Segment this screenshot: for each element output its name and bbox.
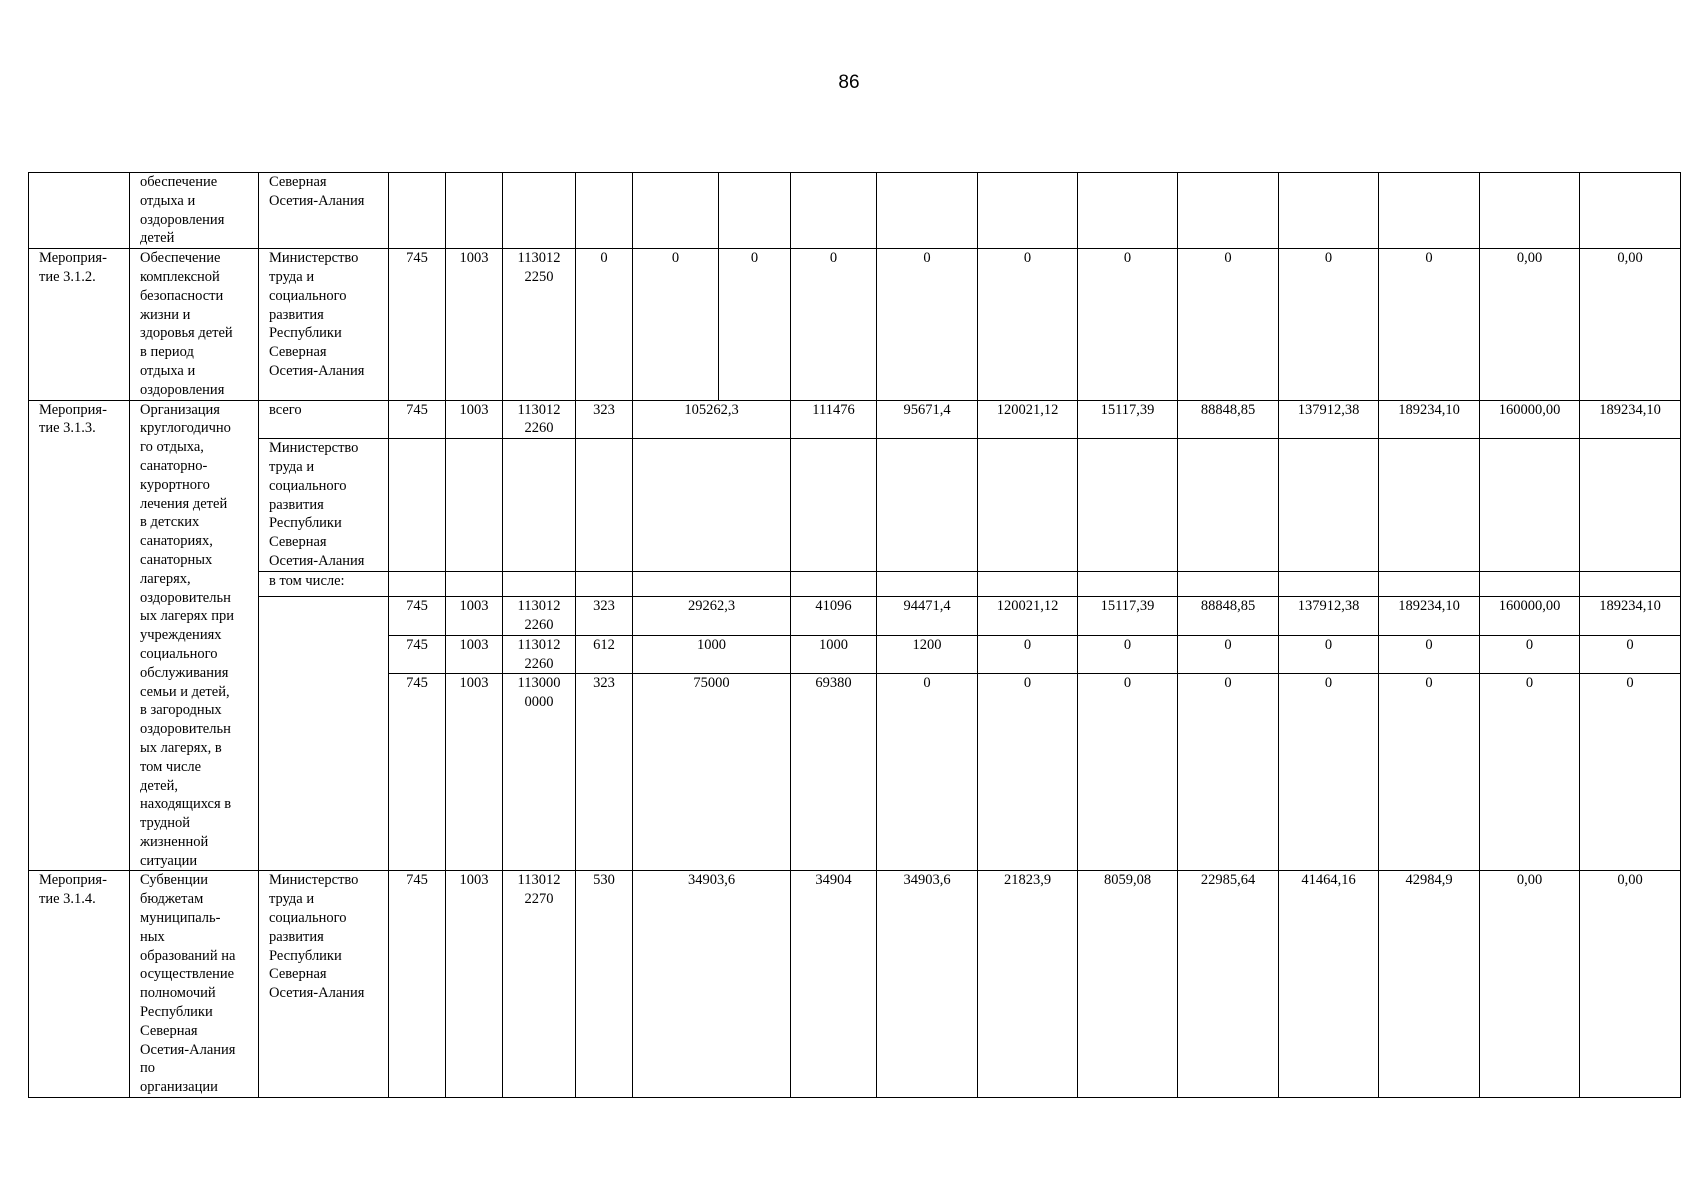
grbs-cell: 745 (389, 635, 446, 674)
cell-line: оздоровления (140, 381, 225, 398)
grbs-cell: 745 (389, 400, 446, 439)
cell-line: Мероприя- (39, 250, 107, 267)
value-cell (877, 571, 978, 596)
vr-cell: 323 (576, 596, 633, 635)
value-cell (1078, 439, 1178, 572)
cell-line: осуществление (140, 966, 235, 983)
cell-line: 113000 (517, 675, 561, 692)
grbs-cell (389, 571, 446, 596)
value-cell (1078, 571, 1178, 596)
value-cell (791, 173, 877, 249)
cell-line: учреждениях (140, 627, 222, 644)
grbs-cell: 745 (389, 249, 446, 400)
value-cell: 105262,3 (633, 400, 791, 439)
value-cell: 0,00 (1480, 871, 1580, 1098)
cell-line: развития (269, 496, 324, 513)
value-cell (1580, 571, 1681, 596)
value-cell (1379, 571, 1480, 596)
value-cell (1580, 439, 1681, 572)
value-cell: 137912,38 (1279, 400, 1379, 439)
vr-cell: 323 (576, 400, 633, 439)
value-cell: 34904 (791, 871, 877, 1098)
executor-cell (259, 439, 389, 572)
value-cell (978, 571, 1078, 596)
cell-line: санаторно- (140, 457, 208, 474)
cell-line: в детских (140, 514, 200, 531)
value-cell: 0 (978, 635, 1078, 674)
value-cell: 0 (1480, 635, 1580, 674)
executor-cell (259, 871, 389, 1098)
cell-line: ситуации (140, 852, 198, 869)
grbs-cell (389, 439, 446, 572)
event-name-cell (130, 871, 259, 1098)
value-cell: 88848,85 (1178, 596, 1279, 635)
value-cell: 111476 (791, 400, 877, 439)
value-cell: 34903,6 (633, 871, 791, 1098)
value-cell: 160000,00 (1480, 596, 1580, 635)
value-cell: 0 (1078, 674, 1178, 871)
cell-line: развития (269, 928, 324, 945)
value-cell: 189234,10 (1379, 596, 1480, 635)
vr-cell: 0 (576, 249, 633, 400)
cell-line: образований на (140, 947, 236, 964)
vr-cell: 612 (576, 635, 633, 674)
executor-cell (259, 596, 389, 871)
cell-line: жизненной (140, 833, 209, 850)
grbs-cell: 745 (389, 596, 446, 635)
cell-line: Республики (140, 1004, 213, 1021)
cell-line: жизни и (140, 306, 191, 323)
cell-line: 0000 (524, 694, 554, 711)
rzpr-cell: 1003 (446, 871, 503, 1098)
value-cell: 0,00 (1580, 249, 1681, 400)
value-cell: 137912,38 (1279, 596, 1379, 635)
value-cell (1178, 173, 1279, 249)
cell-line: ых лагерях, в (140, 739, 222, 756)
cell-line: санаториях, (140, 533, 213, 550)
cell-line: детей, (140, 777, 178, 794)
event-name-cell (130, 249, 259, 400)
value-cell: 0 (633, 249, 719, 400)
value-cell: 88848,85 (1178, 400, 1279, 439)
value-cell: 15117,39 (1078, 400, 1178, 439)
cell-line: Субвенции (140, 872, 208, 889)
csr-cell (503, 571, 576, 596)
cell-line: тие 3.1.4. (39, 891, 96, 908)
rzpr-cell (446, 571, 503, 596)
value-cell: 0 (1178, 674, 1279, 871)
value-cell: 0 (1379, 249, 1480, 400)
csr-cell (503, 173, 576, 249)
csr-cell (503, 439, 576, 572)
value-cell: 41464,16 (1279, 871, 1379, 1098)
executor-cell (259, 249, 389, 400)
value-cell (1580, 173, 1681, 249)
vr-cell: 323 (576, 674, 633, 871)
cell-line: Северная (269, 966, 327, 983)
value-cell (1480, 439, 1580, 572)
cell-line: Республики (269, 947, 342, 964)
row-label-cell (29, 871, 130, 1098)
value-cell (1480, 571, 1580, 596)
executor-cell (259, 173, 389, 249)
cell-line: Министерство (269, 250, 359, 267)
cell-line: Осетия-Алания (269, 985, 365, 1002)
cell-line: 2260 (524, 655, 554, 672)
cell-line: 2260 (524, 420, 554, 437)
value-cell: 95671,4 (877, 400, 978, 439)
value-cell: 29262,3 (633, 596, 791, 635)
value-cell (719, 173, 791, 249)
cell-line: обеспечение (140, 174, 218, 190)
cell-line: санаторных (140, 551, 213, 568)
cell-line: Осетия-Алания (269, 362, 365, 379)
value-cell (633, 571, 791, 596)
value-cell: 0 (877, 674, 978, 871)
value-cell: 75000 (633, 674, 791, 871)
value-cell: 120021,12 (978, 400, 1078, 439)
csr-cell (503, 674, 576, 871)
value-cell: 42984,9 (1379, 871, 1480, 1098)
csr-cell (503, 596, 576, 635)
value-cell: 34903,6 (877, 871, 978, 1098)
value-cell: 22985,64 (1178, 871, 1279, 1098)
value-cell: 41096 (791, 596, 877, 635)
cell-line: социального (140, 645, 218, 662)
cell-line: том числе (140, 758, 202, 775)
cell-line: безопасности (140, 287, 224, 304)
cell-line: полномочий (140, 985, 216, 1002)
cell-line: Республики (269, 325, 342, 342)
value-cell: 0 (1379, 674, 1480, 871)
value-cell: 8059,08 (1078, 871, 1178, 1098)
budget-table (28, 172, 1681, 1098)
cell-line: Организация (140, 401, 220, 418)
cell-line: отдыха и (140, 192, 196, 209)
value-cell: 15117,39 (1078, 596, 1178, 635)
cell-line: Северная (269, 174, 327, 190)
grbs-cell (389, 173, 446, 249)
cell-line: круглогодично (140, 420, 231, 437)
cell-line: оздоровления (140, 211, 225, 228)
value-cell: 0 (1279, 635, 1379, 674)
vr-cell (576, 571, 633, 596)
value-cell: 0 (1178, 635, 1279, 674)
rzpr-cell (446, 439, 503, 572)
csr-cell (503, 635, 576, 674)
value-cell: 0 (1480, 674, 1580, 871)
value-cell: 0 (1379, 635, 1480, 674)
cell-line: Осетия-Алания (269, 192, 365, 209)
page-number: 86 (838, 72, 860, 93)
value-cell (791, 571, 877, 596)
value-cell (877, 173, 978, 249)
vr-cell (576, 173, 633, 249)
value-cell: 0 (978, 249, 1078, 400)
value-cell: 0 (1279, 249, 1379, 400)
cell-line: Республики (269, 515, 342, 532)
value-cell (1379, 173, 1480, 249)
value-cell: 0 (1078, 635, 1178, 674)
value-cell: 0 (1078, 249, 1178, 400)
value-cell: 120021,12 (978, 596, 1078, 635)
value-cell (978, 439, 1078, 572)
cell-line: лечения детей (140, 495, 228, 512)
cell-line: тие 3.1.3. (39, 420, 96, 437)
value-cell: 189234,10 (1379, 400, 1480, 439)
rzpr-cell: 1003 (446, 400, 503, 439)
cell-line: Северная (140, 1022, 198, 1039)
table-row (29, 173, 1681, 249)
value-cell (633, 439, 791, 572)
cell-line: детей (140, 230, 175, 247)
cell-line: ных (140, 928, 165, 945)
cell-line: социального (269, 287, 347, 304)
vr-cell (576, 439, 633, 572)
csr-cell (503, 400, 576, 439)
table-row (29, 571, 1681, 596)
cell-line: оздоровительн (140, 721, 231, 738)
value-cell: 0,00 (1480, 249, 1580, 400)
cell-line: социального (269, 910, 347, 927)
value-cell: 189234,10 (1580, 400, 1681, 439)
cell-line: Осетия-Алания (269, 552, 365, 569)
value-cell (1178, 571, 1279, 596)
cell-line: оздоровительн (140, 589, 231, 606)
value-cell: 0 (978, 674, 1078, 871)
cell-line: находящихся в (140, 796, 232, 813)
value-cell: 0,00 (1580, 871, 1681, 1098)
cell-line: Северная (269, 534, 327, 551)
csr-cell (503, 871, 576, 1098)
cell-line: 113012 (517, 250, 561, 267)
cell-line: Министерство (269, 440, 359, 457)
value-cell: 0 (1178, 249, 1279, 400)
cell-line: здоровья детей (140, 325, 233, 342)
value-cell: 1000 (791, 635, 877, 674)
value-cell: 0 (1580, 674, 1681, 871)
table-row (29, 596, 1681, 635)
vr-cell: 530 (576, 871, 633, 1098)
grbs-cell: 745 (389, 674, 446, 871)
cell-line: 2270 (524, 891, 554, 908)
value-cell: 0 (719, 249, 791, 400)
rzpr-cell: 1003 (446, 596, 503, 635)
value-cell (1178, 439, 1279, 572)
cell-line: труда и (269, 891, 315, 908)
value-cell: 0 (877, 249, 978, 400)
cell-line: в загородных (140, 702, 222, 719)
cell-line: Мероприя- (39, 872, 107, 889)
value-cell (633, 173, 719, 249)
rzpr-cell: 1003 (446, 635, 503, 674)
cell-line: Осетия-Алания (140, 1041, 236, 1058)
cell-line: трудной (140, 815, 191, 832)
value-cell (791, 439, 877, 572)
table-row (29, 249, 1681, 400)
row-label-cell (29, 173, 130, 249)
row-label-cell (29, 400, 130, 871)
cell-line: труда и (269, 458, 315, 475)
cell-line: социального (269, 477, 347, 494)
cell-line: курортного (140, 476, 210, 493)
cell-line: комплексной (140, 268, 220, 285)
cell-line: труда и (269, 268, 315, 285)
event-name-cell (130, 400, 259, 871)
cell-line: Обеспечение (140, 250, 221, 267)
cell-line: лагерях, (140, 570, 191, 587)
cell-line: в период (140, 344, 194, 361)
cell-line: муниципаль- (140, 910, 221, 927)
value-cell (1078, 173, 1178, 249)
cell-line: бюджетам (140, 891, 204, 908)
cell-line: 113012 (517, 597, 561, 614)
cell-line: ых лагерях при (140, 608, 235, 625)
cell-line: 2260 (524, 616, 554, 633)
value-cell: 1000 (633, 635, 791, 674)
rzpr-cell: 1003 (446, 249, 503, 400)
including-label-cell: в том числе: (259, 571, 389, 596)
value-cell: 1200 (877, 635, 978, 674)
value-cell: 189234,10 (1580, 596, 1681, 635)
value-cell (1279, 173, 1379, 249)
value-cell: 160000,00 (1480, 400, 1580, 439)
table-row (29, 871, 1681, 1098)
value-cell (1279, 571, 1379, 596)
cell-line: развития (269, 306, 324, 323)
cell-line: организации (140, 1079, 218, 1096)
cell-line: 113012 (517, 401, 561, 418)
cell-line: по (140, 1060, 156, 1077)
value-cell (1279, 439, 1379, 572)
rzpr-cell: 1003 (446, 674, 503, 871)
cell-line: 113012 (517, 872, 561, 889)
cell-line: Северная (269, 344, 327, 361)
value-cell (1480, 173, 1580, 249)
cell-line: обслуживания (140, 664, 229, 681)
row-label-cell (29, 249, 130, 400)
value-cell (877, 439, 978, 572)
cell-line: го отдыха, (140, 439, 204, 456)
value-cell: 69380 (791, 674, 877, 871)
value-cell: 0 (791, 249, 877, 400)
value-cell (1379, 439, 1480, 572)
cell-line: Министерство (269, 872, 359, 889)
cell-line: тие 3.1.2. (39, 268, 96, 285)
grbs-cell: 745 (389, 871, 446, 1098)
table-row (29, 400, 1681, 439)
value-cell (978, 173, 1078, 249)
value-cell: 0 (1279, 674, 1379, 871)
cell-line: семьи и детей, (140, 683, 230, 700)
value-cell: 94471,4 (877, 596, 978, 635)
total-label-cell: всего (259, 400, 389, 439)
rzpr-cell (446, 173, 503, 249)
cell-line: Мероприя- (39, 401, 107, 418)
csr-cell (503, 249, 576, 400)
cell-line: 113012 (517, 636, 561, 653)
value-cell: 0 (1580, 635, 1681, 674)
cell-line: отдыха и (140, 362, 196, 379)
table-row (29, 439, 1681, 572)
value-cell: 21823,9 (978, 871, 1078, 1098)
cell-line: 2250 (524, 268, 554, 285)
event-name-cell (130, 173, 259, 249)
